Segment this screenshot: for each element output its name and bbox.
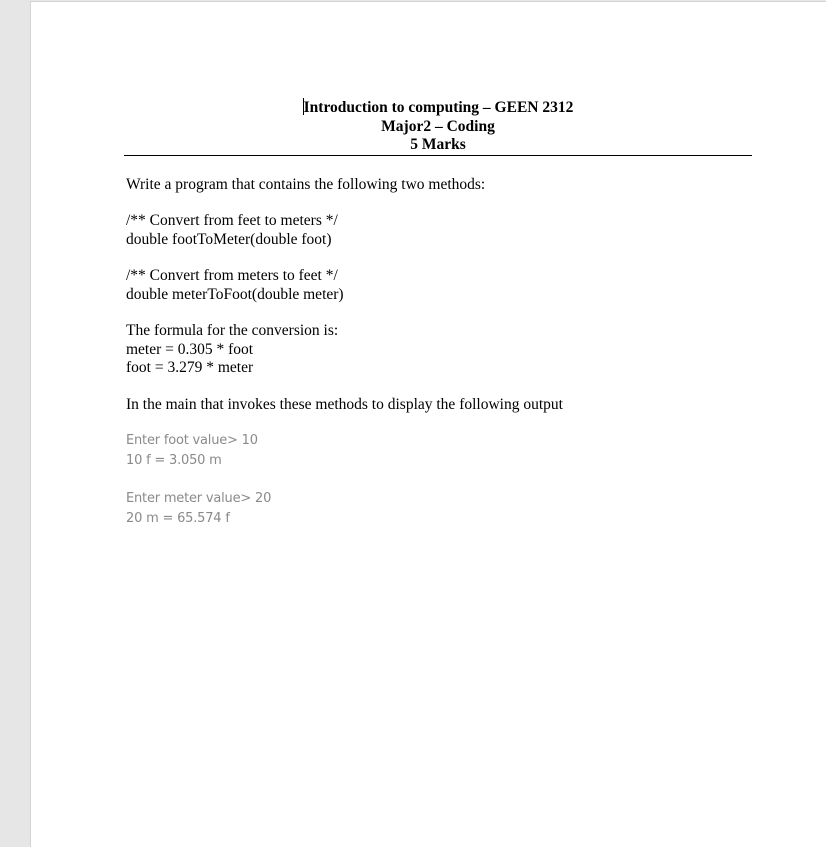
method2-signature: double meterToFoot(double meter) bbox=[126, 285, 344, 303]
course-title: Introduction to computing – GEEN 2312 bbox=[303, 99, 574, 116]
assignment-title: Major2 – Coding bbox=[381, 117, 495, 135]
method2-comment: /** Convert from meters to feet */ bbox=[126, 267, 338, 284]
main-instruction: In the main that invokes these methods to display the following output bbox=[126, 396, 563, 413]
formula-intro: The formula for the conversion is: bbox=[126, 322, 339, 339]
marks-label: 5 Marks bbox=[410, 136, 466, 153]
formula-meter: meter = 0.305 * foot bbox=[126, 340, 254, 358]
output-result-foot: 10 f = 3.050 m bbox=[126, 453, 222, 468]
method1-signature: double footToMeter(double foot) bbox=[126, 230, 332, 248]
document-header bbox=[124, 98, 752, 155]
method1-comment: /** Convert from feet to meters */ bbox=[126, 212, 338, 229]
output-prompt-foot: Enter foot value> 10 bbox=[126, 433, 258, 448]
intro-paragraph: Write a program that contains the following two methods: bbox=[126, 176, 486, 193]
document-page bbox=[30, 1, 826, 847]
formula-foot: foot = 3.279 * meter bbox=[126, 359, 254, 376]
header-title-line bbox=[124, 98, 752, 118]
header-rule bbox=[124, 155, 752, 156]
output-result-meter: 20 m = 65.574 f bbox=[126, 511, 230, 526]
output-prompt-meter: Enter meter value> 20 bbox=[126, 491, 272, 506]
